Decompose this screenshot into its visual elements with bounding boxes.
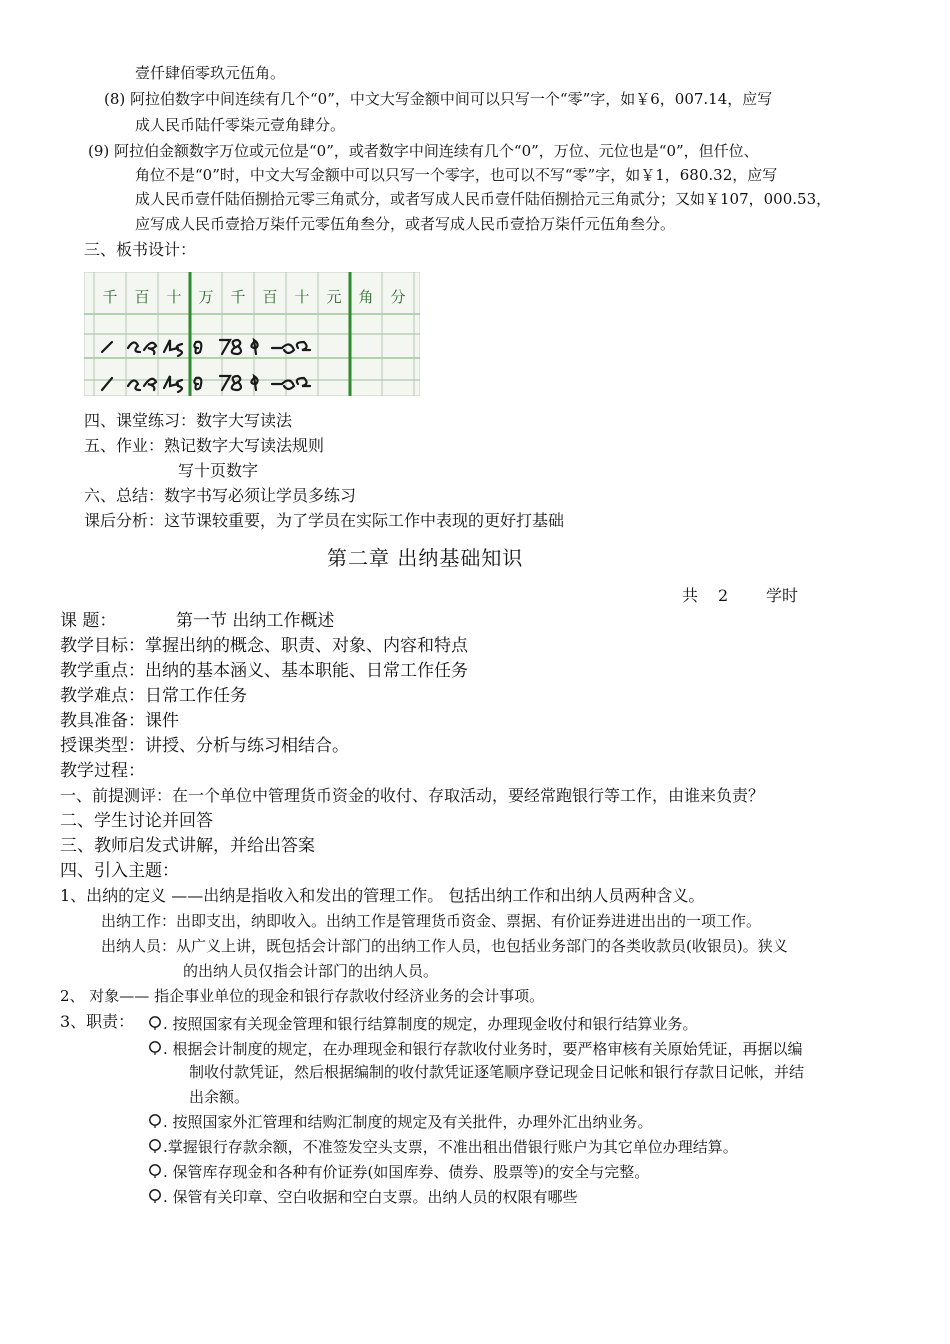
- rule-9-line-1: (9) 阿拉伯金额数字万位或元位是“0”，或者数字中间连续有几个“0”，万位、元位也是“0”，但仟位、: [88, 142, 759, 160]
- hollow-circle-bullet-icon: [147, 1138, 163, 1154]
- teaching-tools: 教具准备：课件: [60, 711, 179, 731]
- board-design-heading: 三、板书设计：: [84, 240, 197, 259]
- board-col-6: 百: [262, 288, 278, 306]
- teaching-key: 教学重点：出纳的基本涵义、基本职能、日常工作任务: [60, 661, 468, 681]
- process-heading: 教学过程：: [60, 761, 145, 781]
- definition-work: 出纳工作：出即支出，纳即收入。出纳工作是管理货币资金、票据、有价证券进进出出的一项工作。: [101, 912, 762, 930]
- duty-text: . 按照国家有关现金管理和银行结算制度的规定，办理现金收付和银行结算业务。: [163, 1015, 698, 1033]
- topic-value: 第一节 出纳工作概述: [176, 611, 335, 631]
- process-step-1: 一、前提测评：在一个单位中管理货币资金的收付、存取活动，要经常跑银行等工作，由谁来负责？: [60, 786, 765, 805]
- duty-item-4: [147, 1138, 738, 1155]
- hollow-circle-bullet-icon: [147, 1015, 163, 1031]
- definition-person-1: 出纳人员：从广义上讲，既包括会计部门的出纳工作人员，也包括业务部门的各类收款员(收银员)。狭义: [101, 937, 788, 955]
- duty-item-2-cont-2: 出余额。: [189, 1088, 250, 1106]
- rule-9-line-4: 应写成人民币壹拾万柒仟元零伍角叁分，或者写成人民币壹拾万柒仟元伍角叁分。: [135, 215, 676, 233]
- board-design-image: [84, 272, 420, 396]
- hollow-circle-bullet-icon: [147, 1163, 163, 1179]
- duty-item-2-cont: 制收付款凭证，然后根据编制的收付款凭证逐笔顺序登记现金日记帐和银行存款日记帐，并结: [189, 1063, 805, 1081]
- hollow-circle-bullet-icon: [147, 1188, 163, 1204]
- duty-item-5: [147, 1163, 649, 1180]
- lesson-type: 授课类型：讲授、分析与练习相结合。: [60, 736, 349, 756]
- board-col-1: 千: [102, 288, 118, 306]
- duty-item-6: [147, 1188, 578, 1205]
- text-line: 壹仟肆佰零玖元伍角。: [135, 64, 286, 82]
- homework-line: 五、作业：熟记数字大写读法规则: [84, 436, 325, 455]
- board-col-9: 角: [358, 288, 374, 306]
- practice-line: 四、课堂练习：数字大写读法: [84, 411, 293, 430]
- teaching-difficulty: 教学难点：日常工作任务: [60, 686, 247, 706]
- duty-text: . 按照国家外汇管理和结购汇制度的规定及有关批件，办理外汇出纳业务。: [163, 1113, 653, 1131]
- teaching-goal: 教学目标：掌握出纳的概念、职责、对象、内容和特点: [60, 636, 468, 656]
- definition-line: 1、出纳的定义 ——出纳是指收入和发出的管理工作。 包括出纳工作和出纳人员两种含义。: [60, 886, 705, 905]
- rule-8-line-1: (8) 阿拉伯数字中间连续有几个“0”，中文大写金额中间可以只写一个“零”字，如￥6，007.14，应写: [104, 90, 773, 108]
- process-step-3: 三、教师启发式讲解，并给出答案: [60, 836, 315, 856]
- duty-text: . 根据会计制度的规定，在办理现金和银行存款收付业务时，要严格审核有关原始凭证，再据以编: [163, 1040, 803, 1058]
- process-step-2: 二、学生讨论并回答: [60, 811, 213, 831]
- definition-person-2: 的出纳人员仅指会计部门的出纳人员。: [183, 962, 439, 980]
- board-col-8: 元: [326, 288, 342, 306]
- board-col-4: 万: [198, 288, 214, 306]
- rule-9-line-2: 角位不是“0”时，中文大写金额中可以只写一个零字，也可以不写“零”字，如￥1，680.32，应写: [135, 166, 778, 184]
- duty-item-1: [147, 1015, 698, 1032]
- rule-9-line-3: 成人民币壹仟陆佰捌拾元零三角贰分，或者写成人民币壹仟陆佰捌拾元三角贰分；又如￥107，000.53，: [135, 190, 832, 208]
- hours-value: 2: [718, 586, 729, 605]
- conclusion-line: 六、总结：数字书写必须让学员多练习: [84, 486, 357, 505]
- topic-label: 课 题：: [60, 611, 117, 631]
- hours-unit: 学时: [766, 586, 799, 605]
- hollow-circle-bullet-icon: [147, 1040, 163, 1056]
- object-line: 2、 对象—— 指企事业单位的现金和银行存款收付经济业务的会计事项。: [60, 987, 545, 1005]
- board-col-10: 分: [390, 288, 406, 306]
- duty-item-3: [147, 1113, 653, 1130]
- analysis-line: 课后分析：这节课较重要，为了学员在实际工作中表现的更好打基础: [84, 511, 565, 530]
- board-col-5: 千: [230, 288, 246, 306]
- duty-text: . 保管有关印章、空白收据和空白支票。出纳人员的权限有哪些: [163, 1188, 578, 1206]
- chapter-title: 第二章 出纳基础知识: [327, 546, 524, 570]
- board-col-7: 十: [294, 288, 310, 306]
- process-step-4: 四、引入主题：: [60, 861, 179, 881]
- board-col-3: 十: [166, 288, 182, 306]
- duty-label: 3、职责：: [60, 1012, 135, 1031]
- duty-text: . 保管库存现金和各种有价证券(如国库券、债券、股票等)的安全与完整。: [163, 1163, 650, 1181]
- hollow-circle-bullet-icon: [147, 1113, 163, 1129]
- duty-text: .掌握银行存款余额，不准签发空头支票，不准出租出借银行账户为其它单位办理结算。: [163, 1138, 738, 1156]
- hours-prefix: 共: [682, 586, 699, 605]
- homework-line-2: 写十页数字: [178, 461, 259, 480]
- board-col-2: 百: [134, 288, 150, 306]
- rule-8-line-2: 成人民币陆仟零柒元壹角肆分。: [135, 116, 346, 134]
- duty-item-2: [147, 1040, 803, 1057]
